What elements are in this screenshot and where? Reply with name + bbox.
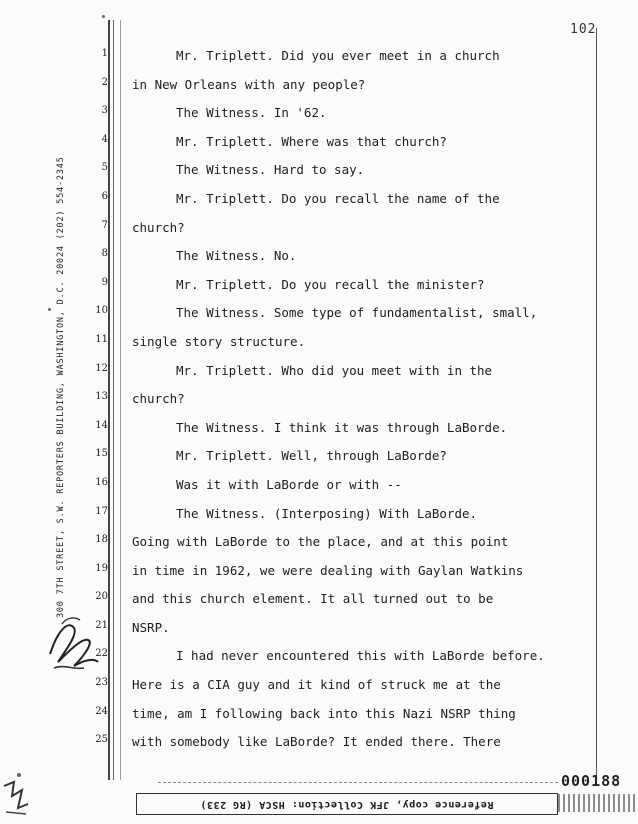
line-number: 21 [95, 619, 108, 631]
transcript-line: The Witness. No. [176, 248, 297, 264]
transcript-line: The Witness. Hard to say. [176, 162, 365, 178]
transcript-line: and this church element. It all turned out to be [132, 591, 494, 607]
transcript-line: Was it with LaBorde or with -- [176, 476, 402, 492]
transcript-line: I had never encountered this with LaBorde before. [176, 648, 545, 664]
left-margin-rule [108, 20, 110, 780]
line-number: 2 [101, 76, 108, 88]
line-number: 10 [95, 305, 108, 317]
transcript-line: The Witness. Some type of fundamentalist, small, [176, 305, 538, 321]
line-number: 17 [95, 505, 108, 517]
line-number: 4 [101, 133, 108, 145]
transcript-line: with somebody like LaBorde? It ended there. There [132, 734, 501, 750]
transcript-line: in time in 1962, we were dealing with Gaylan Watkins [132, 562, 524, 578]
document-id: 000188 [561, 772, 622, 790]
transcript-line: time, am I following back into this Nazi NSRP thing [132, 705, 516, 721]
transcript-line: Mr. Triplett. Do you recall the minister? [176, 276, 485, 292]
transcript-line: church? [132, 391, 185, 407]
line-number: 8 [101, 248, 108, 260]
line-number: 19 [95, 562, 108, 574]
line-number: 15 [95, 448, 108, 460]
line-number: 9 [101, 276, 108, 288]
line-number: 3 [101, 105, 108, 117]
line-number: 25 [95, 734, 108, 746]
corner-scan-mark-icon [0, 778, 34, 818]
scan-artifact [558, 794, 638, 812]
right-margin-rule [596, 28, 597, 780]
transcript-line: The Witness. I think it was through LaBorde. [176, 419, 508, 435]
transcript-line: Mr. Triplett. Well, through LaBorde? [176, 448, 447, 464]
transcript-body [132, 46, 592, 761]
line-number: 13 [95, 391, 108, 403]
transcript-line: Going with LaBorde to the place, and at this point [132, 534, 509, 550]
page-footer [98, 772, 622, 816]
transcript-line: Mr. Triplett. Do you recall the name of the [176, 190, 500, 206]
line-number: 20 [95, 591, 108, 603]
scan-speck [48, 308, 51, 311]
transcript-line: The Witness. (Interposing) With LaBorde. [176, 505, 478, 521]
line-number: 1 [101, 48, 108, 59]
transcript-line: NSRP. [132, 619, 170, 635]
reporter-address: 300 7TH STREET, S.W. REPORTERS BUILDING, WASHINGTON, D.C. 20024 (202) 554-2345 [56, 156, 66, 618]
transcript-line: Mr. Triplett. Who did you meet with in the [176, 362, 493, 378]
left-margin-rule-text [120, 20, 121, 780]
handwritten-initials-icon [44, 610, 102, 676]
line-number: 6 [101, 190, 108, 202]
transcript-line: single story structure. [132, 333, 306, 349]
line-number: 23 [95, 677, 108, 689]
left-margin-rule-inner [113, 20, 114, 780]
transcript-line: in New Orleans with any people? [132, 76, 366, 92]
scan-speck [102, 15, 105, 18]
transcript-line: The Witness. In '62. [176, 105, 327, 121]
page-number: 102 [570, 22, 597, 37]
line-number: 22 [95, 648, 108, 660]
line-number: 16 [95, 476, 108, 488]
line-number: 12 [95, 362, 108, 374]
transcript-line: Mr. Triplett. Where was that church? [176, 133, 447, 149]
transcript-line: church? [132, 219, 185, 235]
transcript-line: Here is a CIA guy and it kind of struck me at the [132, 677, 501, 693]
line-number: 18 [95, 534, 108, 546]
line-number: 24 [95, 705, 108, 717]
line-number: 14 [95, 419, 108, 431]
line-number: 7 [101, 219, 108, 231]
scan-speck [17, 773, 21, 777]
line-number: 5 [101, 162, 108, 174]
line-number: 11 [95, 333, 108, 345]
collection-label: Reference copy, JFK Collection: HSCA (RG 233) [200, 798, 494, 810]
collection-stamp [136, 793, 558, 815]
transcript-line: Mr. Triplett. Did you ever meet in a church [176, 48, 500, 63]
